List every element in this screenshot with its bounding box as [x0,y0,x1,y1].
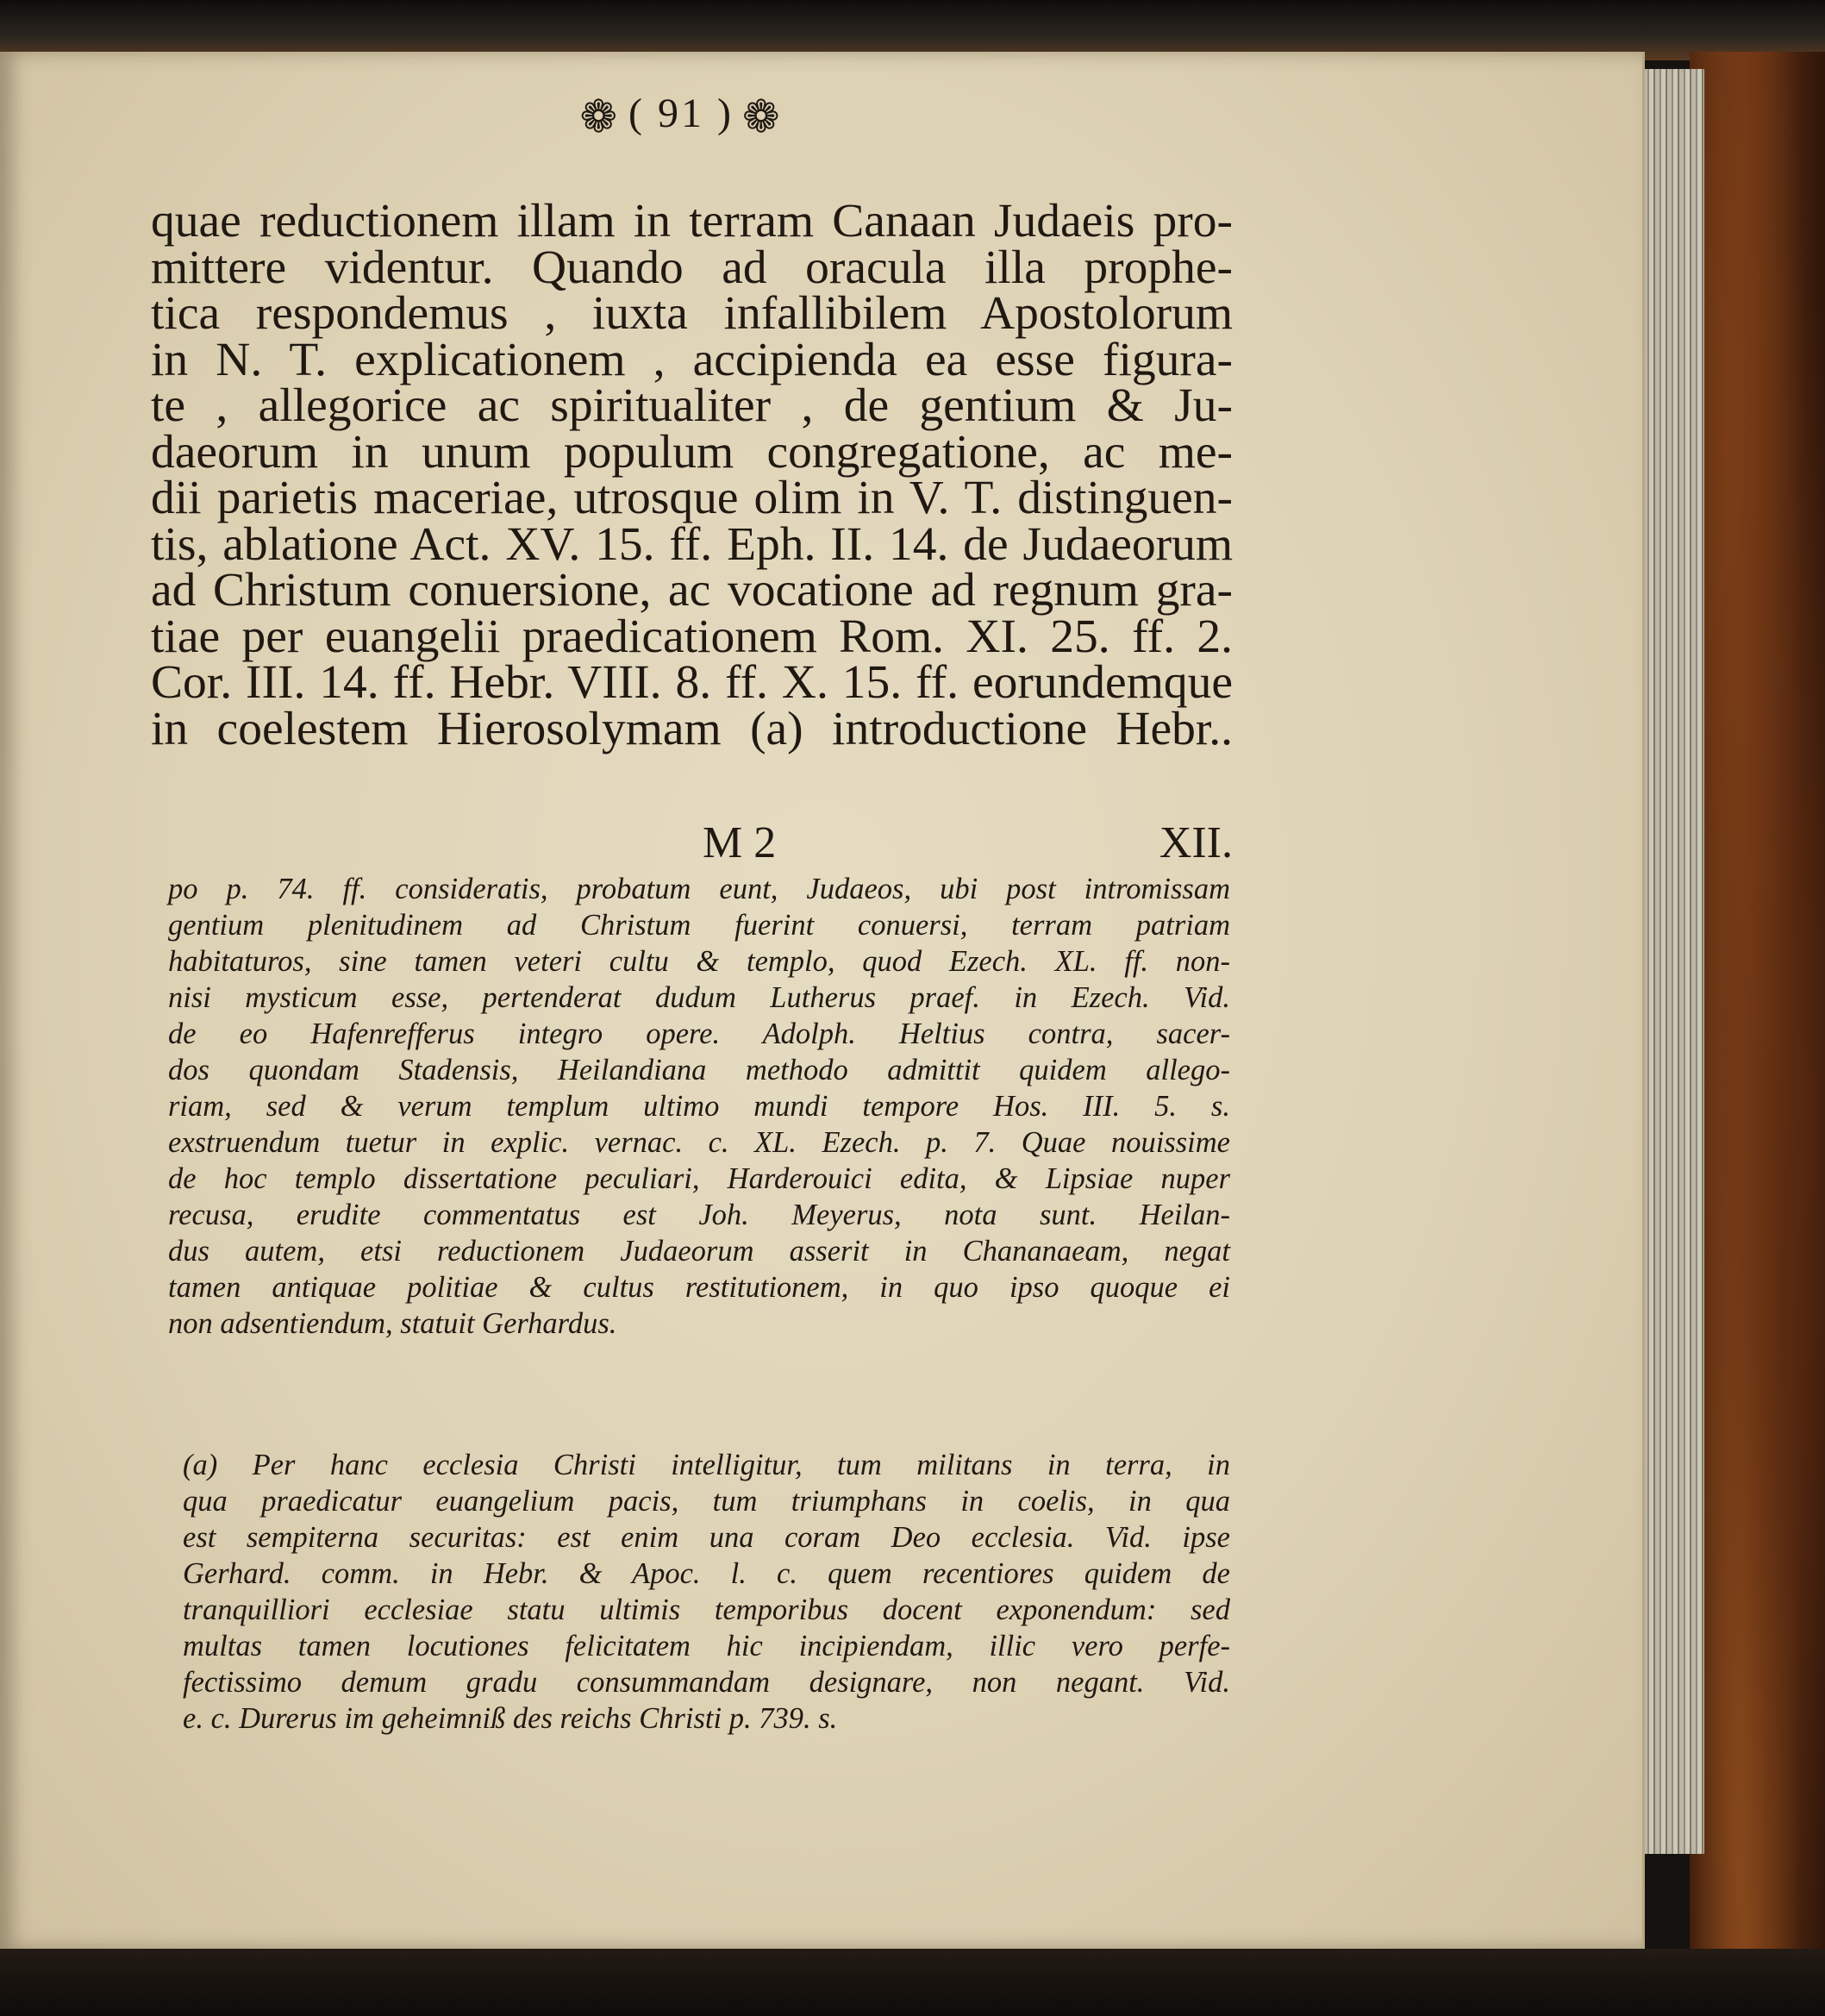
main-line: daeorum in unum populum congregatione, ac me- [151,425,1233,479]
page-header [543,90,819,143]
footnote-line: dus autem, etsi reductionem Judaeorum asserit in Chananaeam, negat [168,1235,1230,1268]
main-line: in coelestem Hierosolymam (a) introductione Hebr.. [151,702,1233,755]
main-text-block [151,195,1233,755]
footnote-line: de eo Hafenrefferus integro opere. Adolph. Heltius contra, sacer- [168,1017,1230,1050]
footnote-a [183,1447,1230,1737]
footnote-line: gentium plenitudinem ad Christum fuerint conuersi, terram patriam [168,909,1230,942]
footnote-line: multas tamen locutiones felicitatem hic incipiendam, illic vero perfe- [183,1630,1230,1662]
signature-mark: M 2 [703,818,777,867]
bottom-cover-edge [0,1949,1825,2016]
main-line: mittere videntur. Quando ad oracula illa prophe- [151,241,1233,294]
signature-row [151,817,1233,866]
main-line: tiae per euangelii praedicationem Rom. XI. 25. ff. 2. [151,610,1233,663]
footnote-line: tamen antiquae politiae & cultus restitutionem, in quo ipso quoque ei [168,1271,1230,1304]
footnote-line: de hoc templo dissertatione peculiari, Harderouici edita, & Lipsiae nuper [168,1162,1230,1195]
footnote-line: fectissimo demum gradu consummandam designare, non negant. Vid. [183,1666,1230,1699]
footnote-line: Gerhard. comm. in Hebr. & Apoc. l. c. quem recentiores quidem de [183,1557,1230,1590]
footnote-line: recusa, erudite commentatus est Joh. Meyerus, nota sunt. Heilan- [168,1199,1230,1231]
main-line: quae reductionem illam in terram Canaan Judaeis pro- [151,195,1233,247]
footnote-line: riam, sed & verum templum ultimo mundi tempore Hos. III. 5. s. [168,1090,1230,1123]
marbled-binding [1690,52,1825,2016]
main-line: in N. T. explicationem , accipienda ea esse figura- [151,333,1233,386]
main-line: Cor. III. 14. ff. Hebr. VIII. 8. ff. X. 15. ff. eorundemque [151,656,1233,709]
main-line: te , allegorice ac spiritualiter , de gentium & Ju- [151,379,1233,432]
main-line: dii parietis maceriae, utrosque olim in V. T. distinguen- [151,472,1233,524]
footnote-continuation [168,871,1230,1342]
footnote-line: qua praedicatur euangelium pacis, tum triumphans in coelis, in qua [183,1485,1230,1518]
footnote-line: (a) Per hanc ecclesia Christi intelligitur, tum militans in terra, in [183,1449,1230,1481]
footnote-line: est sempiterna securitas: est enim una coram Deo ecclesia. Vid. ipse [183,1521,1230,1554]
footnote-line: nisi mysticum esse, pertenderat dudum Lutherus praef. in Ezech. Vid. [168,981,1230,1014]
footnote-line: non adsentiendum, statuit Gerhardus. [168,1307,617,1340]
main-line: tis, ablatione Act. XV. 15. ff. Eph. II. 14. de Judaeorum [151,517,1233,571]
footnote-line: tranquilliori ecclesiae statu ultimis temporibus docent exponendum: sed [183,1593,1230,1626]
right-ornament-icon: ❁ [741,92,783,142]
catchword: XII. [1159,818,1233,867]
page-number: ( 91 ) [628,91,734,136]
main-line: tica respondemus , iuxta infallibilem Apostolorum [151,287,1233,340]
footnote-line: po p. 74. ff. consideratis, probatum eunt, Judaeos, ubi post intromissam [168,873,1230,905]
footnote-line: dos quondam Stadensis, Heilandiana methodo admittit quidem allego- [168,1054,1230,1086]
footnote-line: exstruendum tuetur in explic. vernac. c. XL. Ezech. p. 7. Quae nouissime [168,1126,1230,1159]
main-line: ad Christum conuersione, ac vocatione ad regnum gra- [151,564,1233,617]
left-ornament-icon: ❁ [579,92,621,142]
footnote-line: e. c. Durerus im geheimniß des reichs Christi p. 739. s. [183,1702,838,1735]
footnote-line: habitaturos, sine tamen veteri cultu & templo, quod Ezech. XL. ff. non- [168,945,1230,978]
